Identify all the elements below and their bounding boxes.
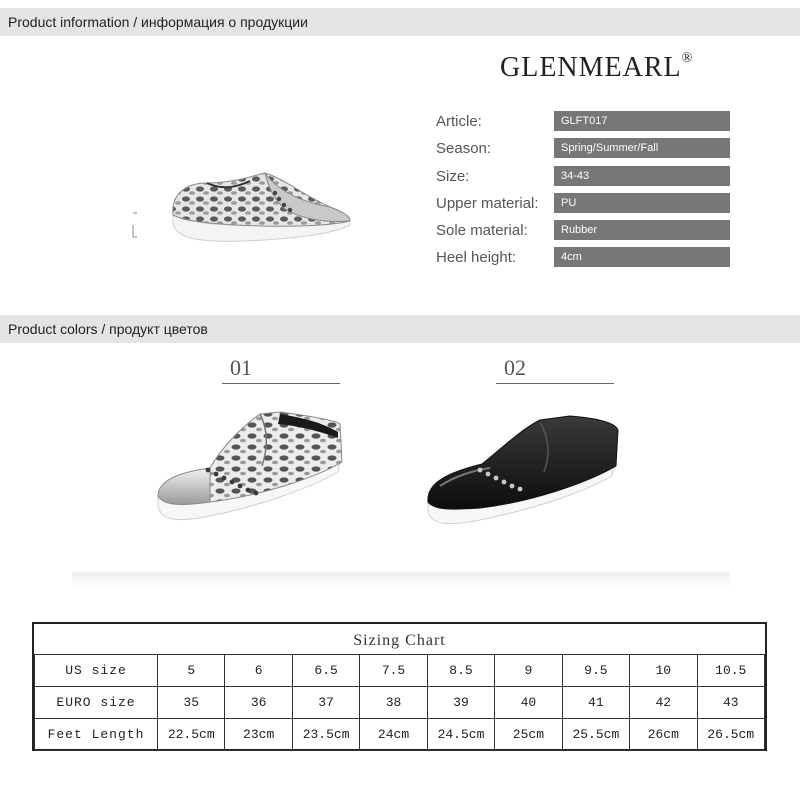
row-header: US size (35, 655, 158, 687)
divider (496, 383, 614, 384)
spec-row-season (436, 138, 736, 160)
color-option-01-label (222, 355, 340, 387)
brand-logo (500, 52, 693, 84)
table-cell: 36 (225, 687, 292, 719)
table-cell: 10 (630, 655, 697, 687)
spec-value: GLFT017 (554, 111, 730, 131)
table-cell: 26cm (630, 719, 697, 751)
spec-row-heel-height (436, 247, 736, 269)
spec-row-sole-material (436, 220, 736, 242)
registered-mark: ® (681, 50, 694, 66)
spec-label: Heel height: (436, 249, 517, 266)
table-cell: 22.5cm (158, 719, 225, 751)
table-cell: 26.5cm (697, 719, 765, 751)
sizing-chart-title: Sizing Chart (353, 632, 446, 649)
color-option-02-photo[interactable] (420, 410, 620, 540)
spec-value: 34-43 (554, 166, 730, 186)
product-colors-header-text: Product colors / продукт цветов (8, 321, 208, 337)
table-row-euro-size (35, 687, 765, 719)
table-cell: 25.5cm (562, 719, 629, 751)
spec-value: 4cm (554, 247, 730, 267)
spec-value: PU (554, 193, 730, 213)
table-cell: 43 (697, 687, 765, 719)
color-option-01-photo[interactable] (150, 410, 350, 540)
spec-label: Upper material: (436, 195, 539, 212)
spec-label: Season: (436, 140, 492, 157)
sizing-chart (32, 622, 767, 751)
table-row-feet-length (35, 719, 765, 751)
spec-row-article (436, 111, 736, 133)
table-cell: 39 (427, 687, 494, 719)
table-cell: 25cm (495, 719, 562, 751)
product-info-header-text: Product information / информация о продукции (8, 14, 308, 30)
spec-label: Article: (436, 113, 482, 130)
brand-name: GLENMEARL (500, 52, 682, 83)
table-cell: 8.5 (427, 655, 494, 687)
spec-row-size (436, 166, 736, 188)
table-cell: 38 (360, 687, 427, 719)
sizing-table (34, 654, 765, 751)
product-colors-header (0, 315, 800, 343)
color-number: 01 (230, 355, 252, 380)
table-cell: 6.5 (292, 655, 359, 687)
table-cell: 24cm (360, 719, 427, 751)
table-cell: 40 (495, 687, 562, 719)
table-row-us-size (35, 655, 765, 687)
spec-value: Rubber (554, 220, 730, 240)
spec-label: Sole material: (436, 222, 528, 239)
table-cell: 9 (495, 655, 562, 687)
product-info-header (0, 8, 800, 36)
divider (222, 383, 340, 384)
color-option-02-label (496, 355, 614, 387)
photo-shadow (72, 572, 362, 590)
spec-value: Spring/Summer/Fall (554, 138, 730, 158)
table-cell: 7.5 (360, 655, 427, 687)
table-cell: 23cm (225, 719, 292, 751)
table-cell: 9.5 (562, 655, 629, 687)
row-header: Feet Length (35, 719, 158, 751)
spec-row-upper-material (436, 193, 736, 215)
color-number: 02 (504, 355, 526, 380)
table-cell: 5 (158, 655, 225, 687)
row-header: EURO size (35, 687, 158, 719)
table-cell: 10.5 (697, 655, 765, 687)
table-cell: 41 (562, 687, 629, 719)
product-photo-main (125, 165, 360, 255)
table-cell: 23.5cm (292, 719, 359, 751)
table-cell: 42 (630, 687, 697, 719)
table-cell: 24.5cm (427, 719, 494, 751)
photo-shadow (362, 572, 730, 590)
table-cell: 6 (225, 655, 292, 687)
table-cell: 35 (158, 687, 225, 719)
spec-label: Size: (436, 168, 470, 185)
table-cell: 37 (292, 687, 359, 719)
